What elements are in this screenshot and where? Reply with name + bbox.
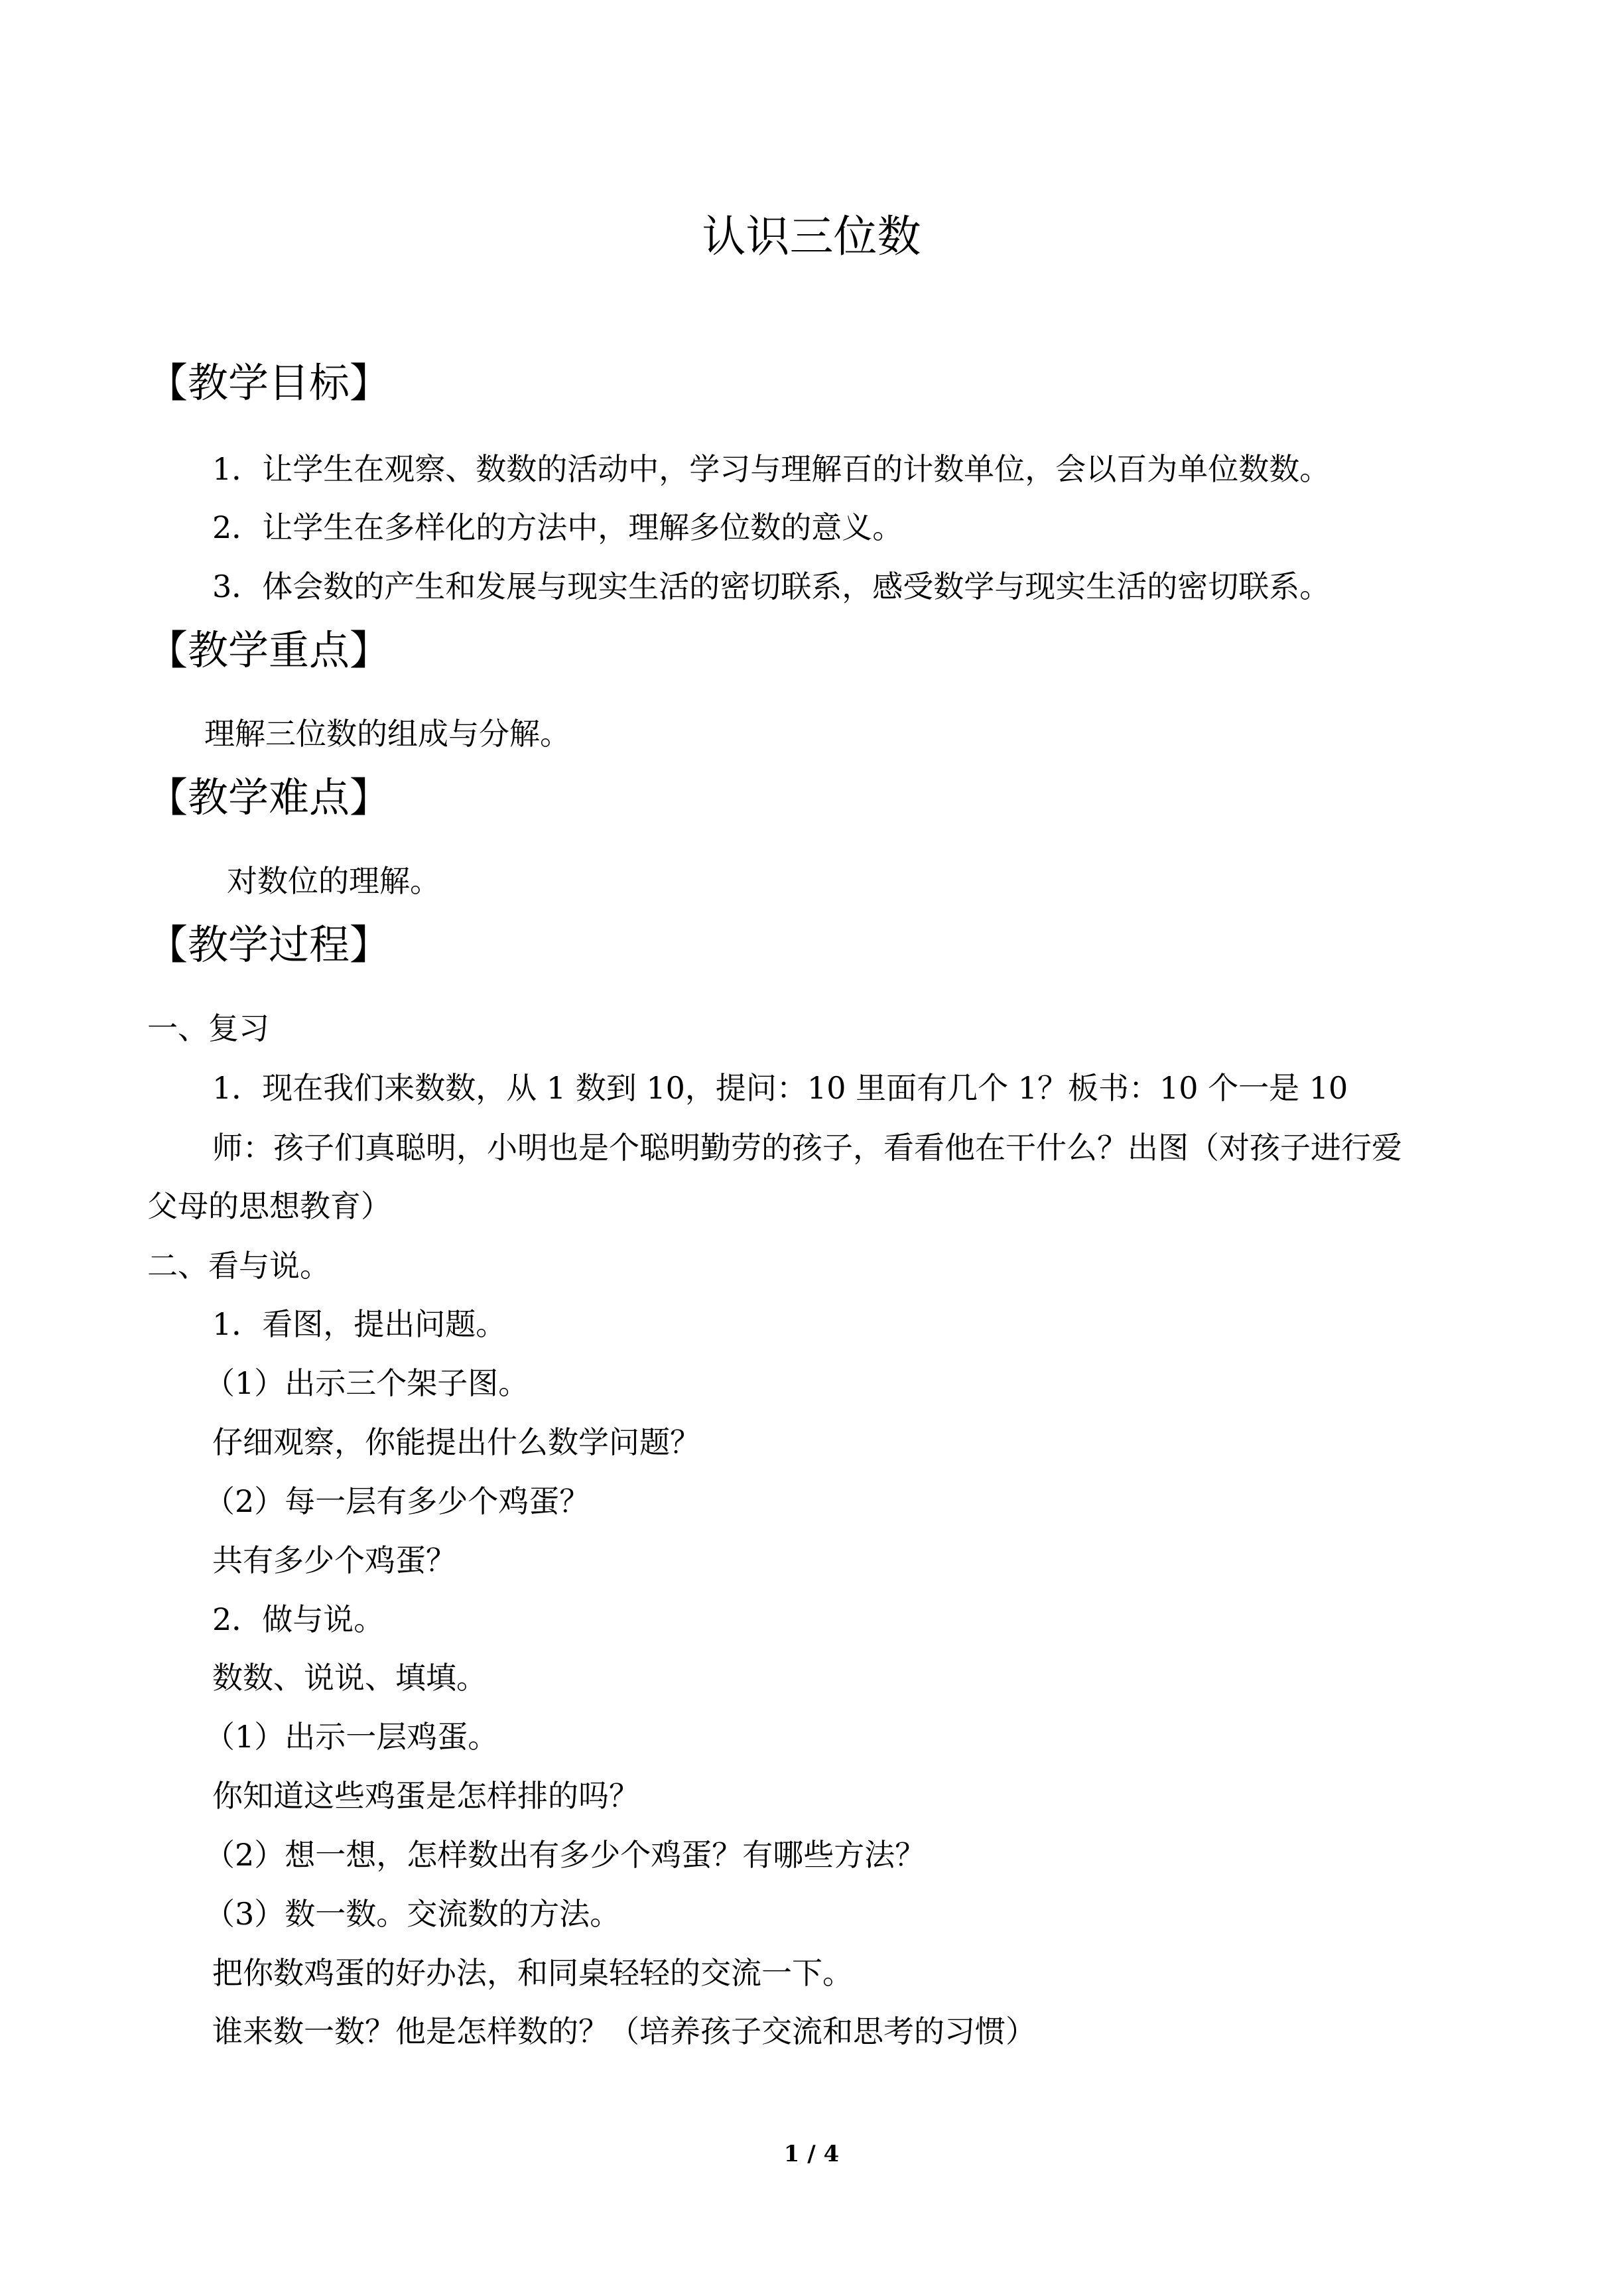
- process-line: 2．做与说。: [212, 1601, 385, 1637]
- section-heading-process: 【教学过程】: [147, 921, 391, 969]
- process-line: 数数、说说、填填。: [212, 1660, 487, 1696]
- process-line: 1．看图，提出问题。: [212, 1306, 507, 1342]
- process-line: 把你数鸡蛋的好办法，和同桌轻轻的交流一下。: [212, 1955, 853, 1991]
- process-line: 师：孩子们真聪明，小明也是个聪明勤劳的孩子，看看他在干什么？出图（对孩子进行爱: [212, 1130, 1402, 1166]
- process-line: 1．现在我们来数数，从 1 数到 10，提问：10 里面有几个 1？板书：10 个一是 10: [212, 1070, 1348, 1106]
- process-line: 二、看与说。: [147, 1248, 330, 1284]
- process-line: （2）想一想，怎样数出有多少个鸡蛋？有哪些方法？: [204, 1837, 926, 1873]
- process-line: 仔细观察，你能提出什么数学问题？: [212, 1424, 700, 1460]
- difficulties-text: 对数位的理解。: [227, 863, 440, 899]
- objective-item: 2．让学生在多样化的方法中，理解多位数的意义。: [212, 509, 903, 545]
- document-title: 认识三位数: [702, 211, 921, 262]
- process-line: 一、复习: [147, 1010, 269, 1046]
- objective-item: 3．体会数的产生和发展与现实生活的密切联系，感受数学与现实生活的密切联系。: [212, 569, 1331, 604]
- process-line: （2）每一层有多少个鸡蛋？: [204, 1483, 590, 1519]
- objective-item: 1．让学生在观察、数数的活动中，学习与理解百的计数单位，会以百为单位数数。: [212, 451, 1331, 487]
- process-line: 共有多少个鸡蛋？: [212, 1542, 456, 1578]
- process-line: （1）出示一层鸡蛋。: [204, 1719, 499, 1755]
- process-line: 谁来数一数？他是怎样数的？（培养孩子交流和思考的习惯）: [212, 2013, 1036, 2049]
- process-line: 父母的思想教育）: [147, 1188, 391, 1224]
- process-line: 你知道这些鸡蛋是怎样排的吗？: [212, 1778, 639, 1814]
- process-line: （1）出示三个架子图。: [204, 1365, 529, 1401]
- page-number: 1 / 4: [783, 2141, 840, 2167]
- section-heading-key-points: 【教学重点】: [147, 627, 391, 674]
- section-heading-objectives: 【教学目标】: [147, 360, 391, 407]
- process-line: （3）数一数。交流数的方法。: [204, 1896, 621, 1932]
- key-points-text: 理解三位数的组成与分解。: [204, 716, 570, 752]
- section-heading-difficulties: 【教学难点】: [147, 774, 391, 821]
